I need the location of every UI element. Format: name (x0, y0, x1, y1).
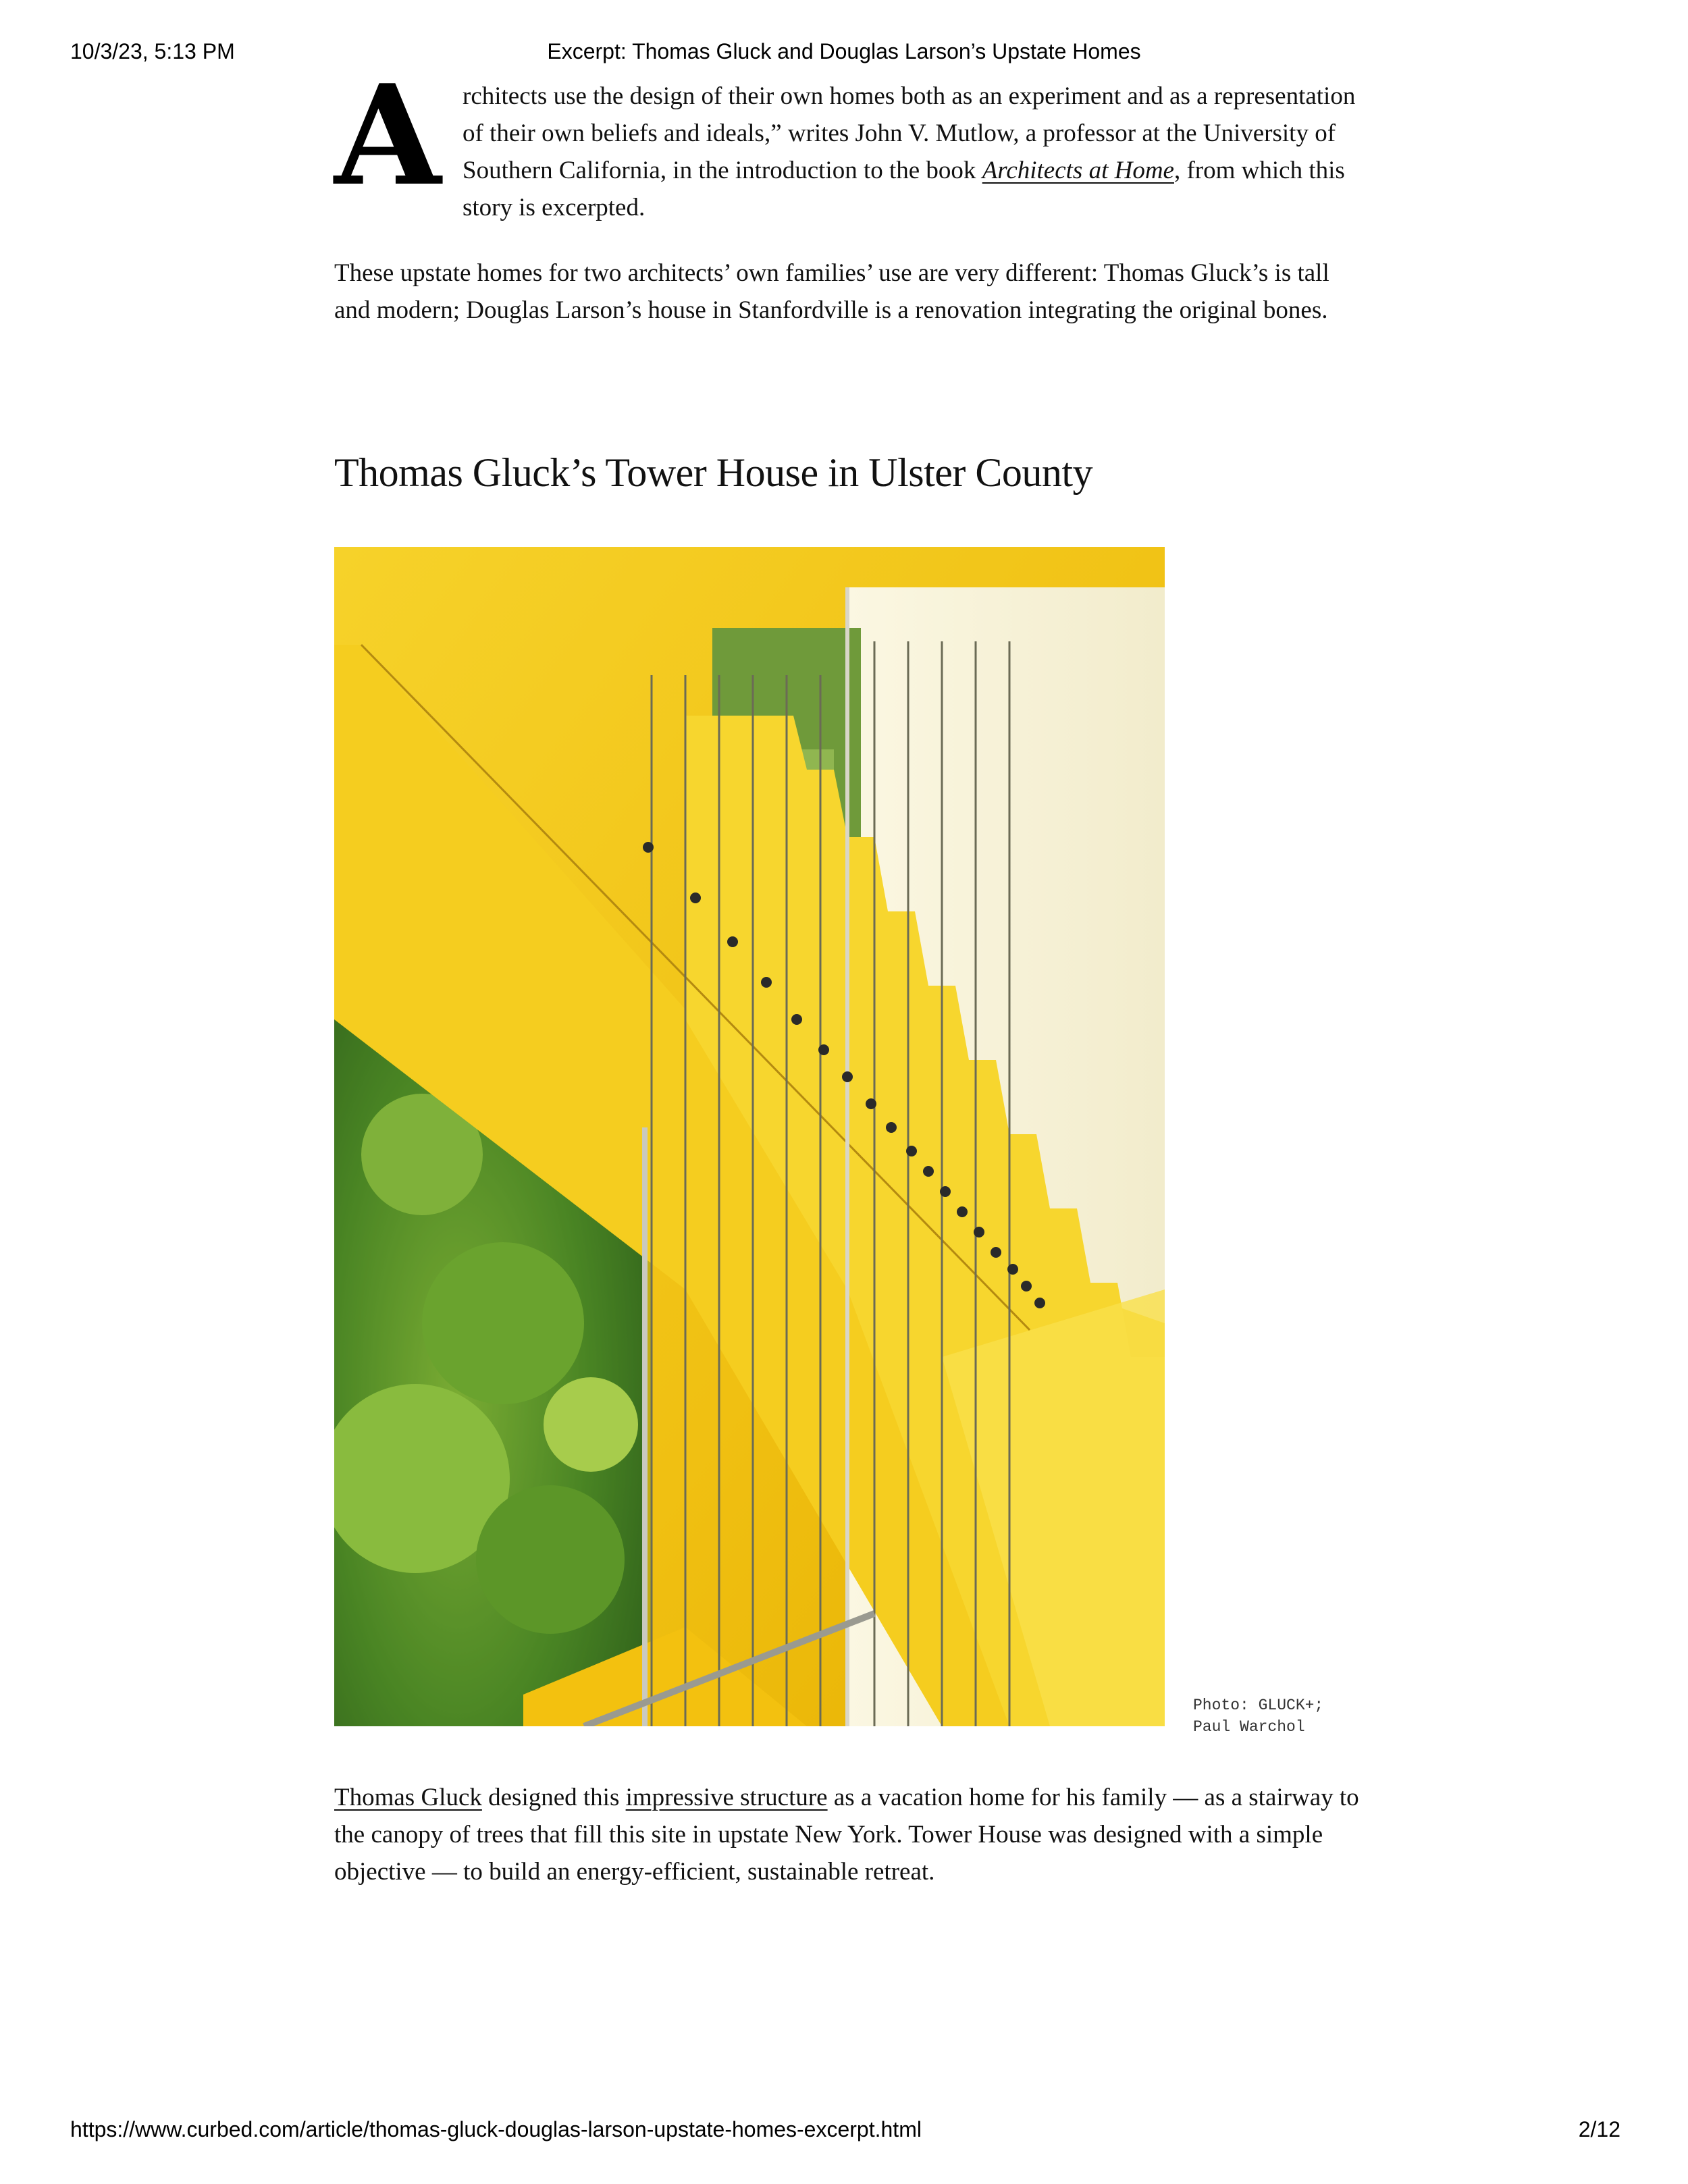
book-link[interactable]: Architects at Home (982, 157, 1174, 184)
photo-caption-line-1: Photo: GLUCK+; (1193, 1697, 1324, 1714)
article-body (334, 55, 1361, 1886)
print-footer (0, 2117, 1688, 2147)
section-heading: Thomas Gluck’s Tower House in Ulster County (334, 450, 1093, 495)
lead-paragraph (334, 55, 1361, 226)
impressive-structure-link[interactable]: impressive structure (625, 1784, 828, 1811)
intro-paragraph: These upstate homes for two architects’ own families’ use are very different: Thomas Gluck’s is tall and modern; Douglas Larson’s house in Stanfordville is a renovation integrating the original bones. (334, 259, 1329, 324)
stairway-photo (334, 547, 1165, 1726)
print-datetime: 10/3/23, 5:13 PM (70, 39, 235, 63)
stairway-photo-illustration (334, 547, 1165, 1726)
drop-cap: A (334, 55, 442, 217)
body-text-1: designed this (481, 1784, 626, 1811)
print-page-number: 2/12 (1578, 2117, 1620, 2141)
thomas-gluck-link[interactable]: Thomas Gluck (334, 1784, 482, 1811)
body-paragraph (334, 1779, 1361, 1890)
body-text-2: as a vacation home for his family — as a stairway to the canopy of trees that fill this site in upstate New York. Tower House was designed with a simple objective — to build an energy-efficient, sustainable retreat. (334, 1784, 1359, 1886)
print-url: https://www.curbed.com/article/thomas-gluck-douglas-larson-upstate-homes-excerpt.html (70, 2117, 922, 2141)
photo-caption (1193, 1695, 1355, 1738)
lead-text: rchitects use the design of their own homes both as an experiment and as a representation of their own beliefs and ideals,” writes John V. Mutlow, a professor at the University of Southern California, in the introduction to the book (463, 82, 1356, 184)
photo-caption-line-2: Paul Warchol (1193, 1718, 1305, 1736)
lead-text-end: , from which this story is excerpted. (463, 157, 1345, 221)
print-page-title: Excerpt: Thomas Gluck and Douglas Larson’s Upstate Homes (547, 39, 1141, 63)
print-header (0, 39, 1688, 69)
